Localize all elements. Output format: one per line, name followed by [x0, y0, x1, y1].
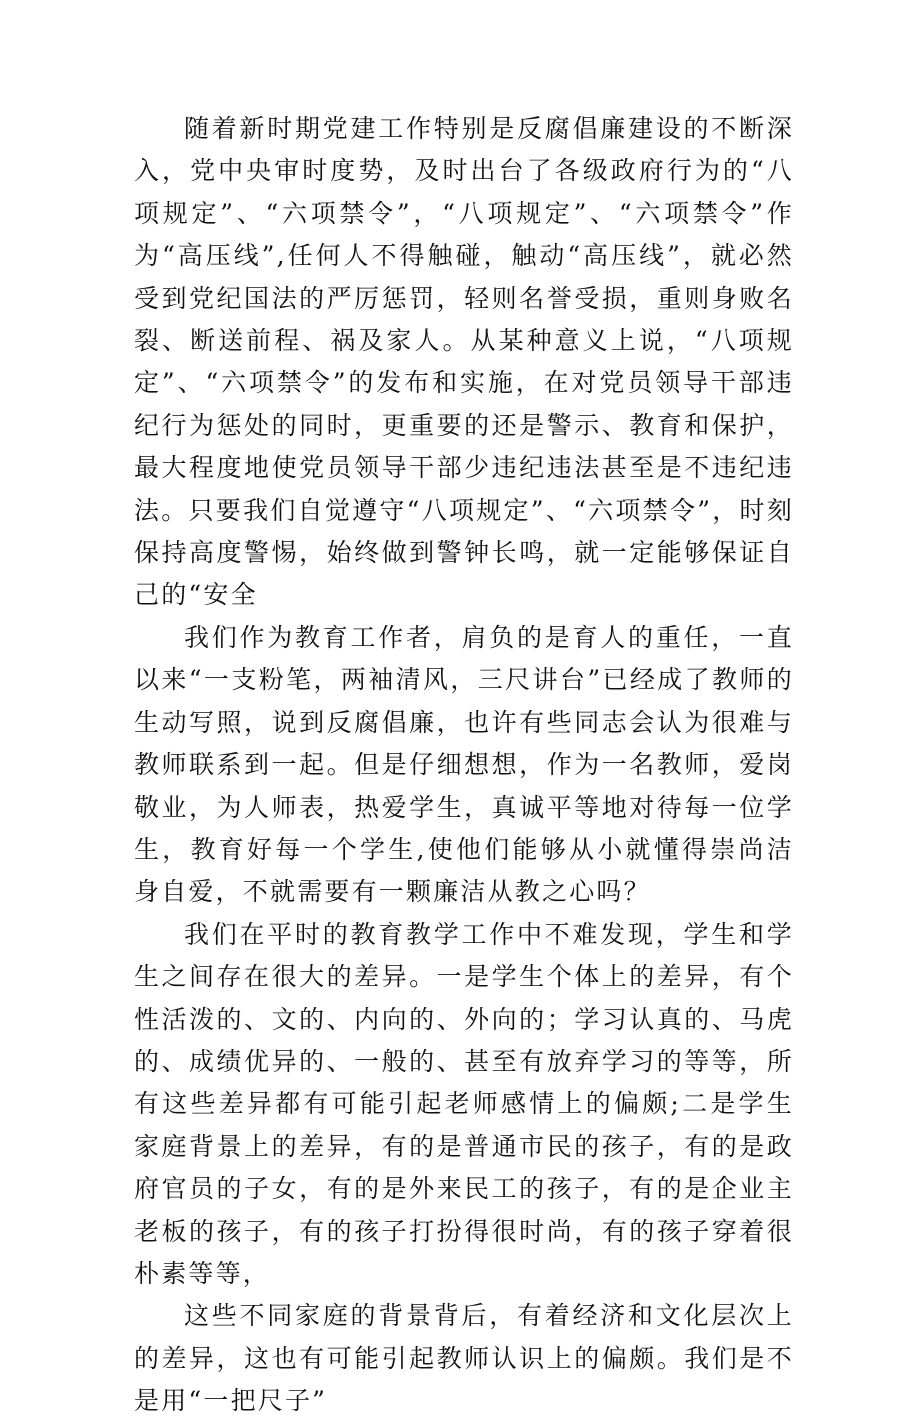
paragraph-3: 我们在平时的教育教学工作中不难发现，学生和学生之间存在很大的差异。一是学生个体上的差异，有个性活泼的、文的、内向的、外向的；学习认真的、马虎的、成绩优异的、一般的、甚至有放弃学习的等等，所有这些差异都有可能引起老师感情上的偏颇;二是学生家庭背景上的差异，有的是普通市民的孩子，有的是政府官员的子女，有的是外来民工的孩子，有的是企业主老板的孩子，有的孩子打扮得很时尚，有的孩子穿着很朴素等等，: [134, 919, 794, 1288]
paragraph-4: 这些不同家庭的背景背后，有着经济和文化层次上的差异，这也有可能引起教师认识上的偏颇。我们是不是用“一把尺子”: [134, 1301, 794, 1416]
paragraph-2: 我们作为教育工作者，肩负的是育人的重任，一直以来“一支粉笔，两袖清风，三尺讲台”已经成了教师的生动写照，说到反腐倡廉，也许有些同志会认为很难与教师联系到一起。但是仔细想想，作为一名教师，爱岗敬业，为人师表，热爱学生，真诚平等地对待每一位学生，教育好每一个学生,使他们能够从小就懂得崇尚洁身自爱，不就需要有一颗廉洁从教之心吗？: [134, 622, 794, 907]
paragraph-1: 随着新时期党建工作特别是反腐倡廉建设的不断深入，党中央审时度势，及时出台了各级政府行为的“八项规定”、“六项禁令”，“八项规定”、“六项禁令”作为“高压线”,任何人不得触碰，触动“高压线”，就必然受到党纪国法的严厉惩罚，轻则名誉受损，重则身败名裂、断送前程、祸及家人。从某种意义上说，“八项规定”、“六项禁令”的发布和实施，在对党员领导干部违纪行为惩处的同时，更重要的还是警示、教育和保护，最大程度地使党员领导干部少违纪违法甚至是不违纪违法。只要我们自觉遵守“八项规定”、“六项禁令”，时刻保持高度警惕，始终做到警钟长鸣，就一定能够保证自己的“安全: [134, 114, 794, 610]
document-body: [134, 108, 794, 1423]
